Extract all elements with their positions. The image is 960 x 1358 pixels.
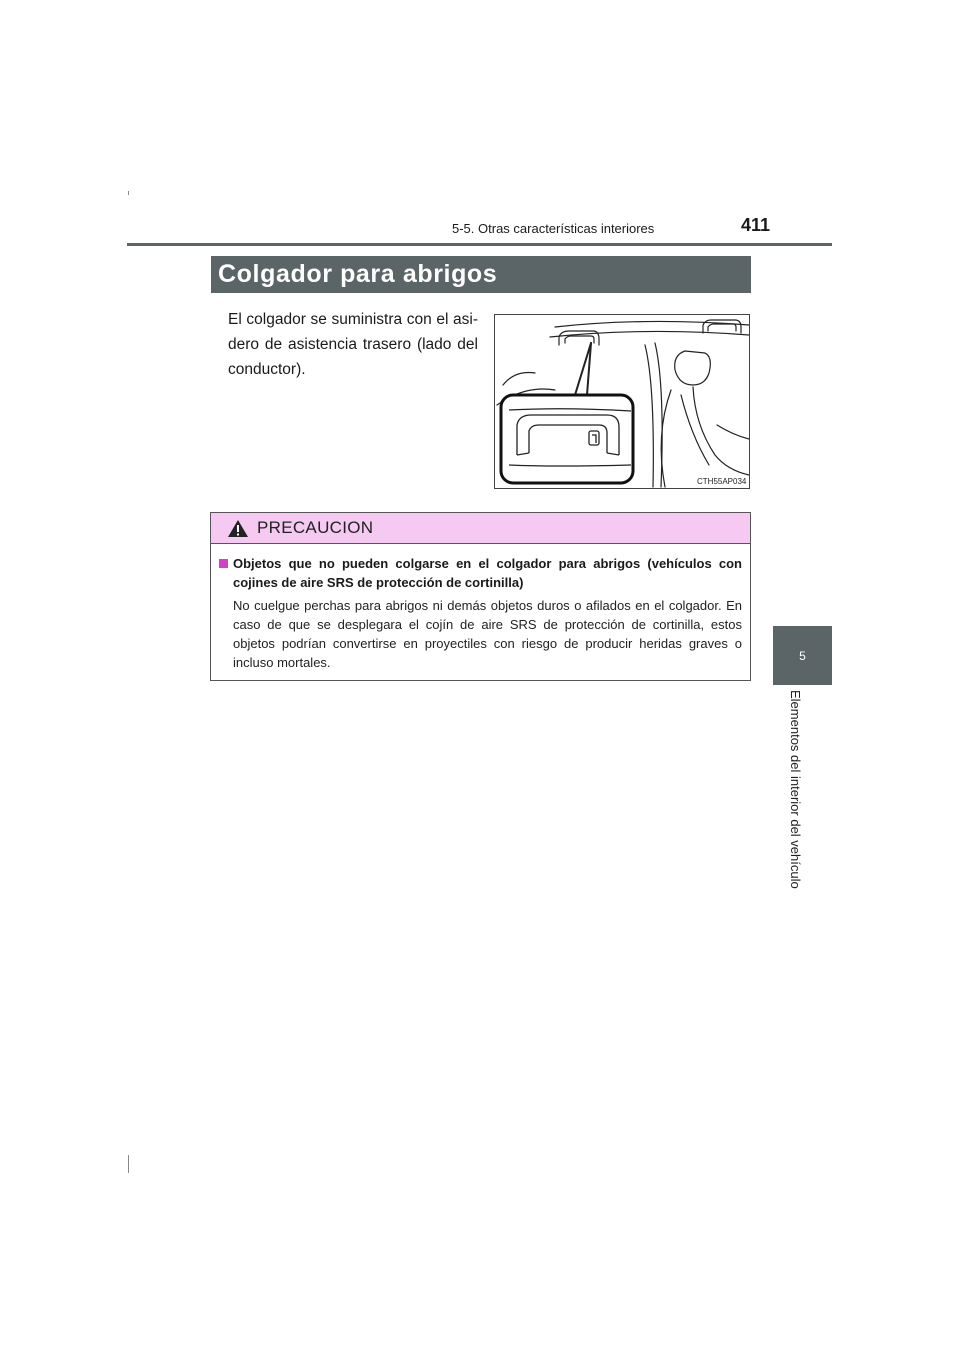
chapter-title-vertical: Elementos del interior del vehículo [788,690,803,889]
intro-paragraph: El colgador se suministra con el asi-dero de asistencia trasero (lado del conductor). [228,311,478,378]
crop-mark [128,191,129,195]
caution-item-title: Objetos que no pueden colgarse en el colgador para abrigos (vehículos con cojines de aire SRS de protección de cortinilla) [233,556,742,590]
header-rule [127,243,832,246]
chapter-tab [773,626,832,685]
warning-triangle-icon [227,519,249,538]
caution-item-text: No cuelgue perchas para abrigos ni demás objetos duros o afilados en el colgador. En caso de que se desplegara el cojín de aire SRS de protección de cortinilla, estos objetos podrían convertirse en proyectiles con riesgo de producir heridas graves o incluso mortales. [233,598,742,670]
crop-mark [128,1155,129,1173]
car-interior-drawing [495,315,749,488]
caution-header [211,513,750,544]
coat-hook-illustration [494,314,750,489]
header-section-title: 5-5. Otras características interiores [452,221,655,236]
caution-heading: PRECAUCION [257,518,374,537]
page-number: 411 [741,215,771,235]
caution-item [219,554,742,592]
section-title-banner [211,256,751,293]
chapter-number: 5 [799,648,806,663]
section-title: Colgador para abrigos [218,260,498,288]
caution-body [211,544,750,672]
illustration-code: CTH55AP034 [697,477,747,486]
caution-box [210,512,751,681]
square-bullet-icon [219,559,228,568]
